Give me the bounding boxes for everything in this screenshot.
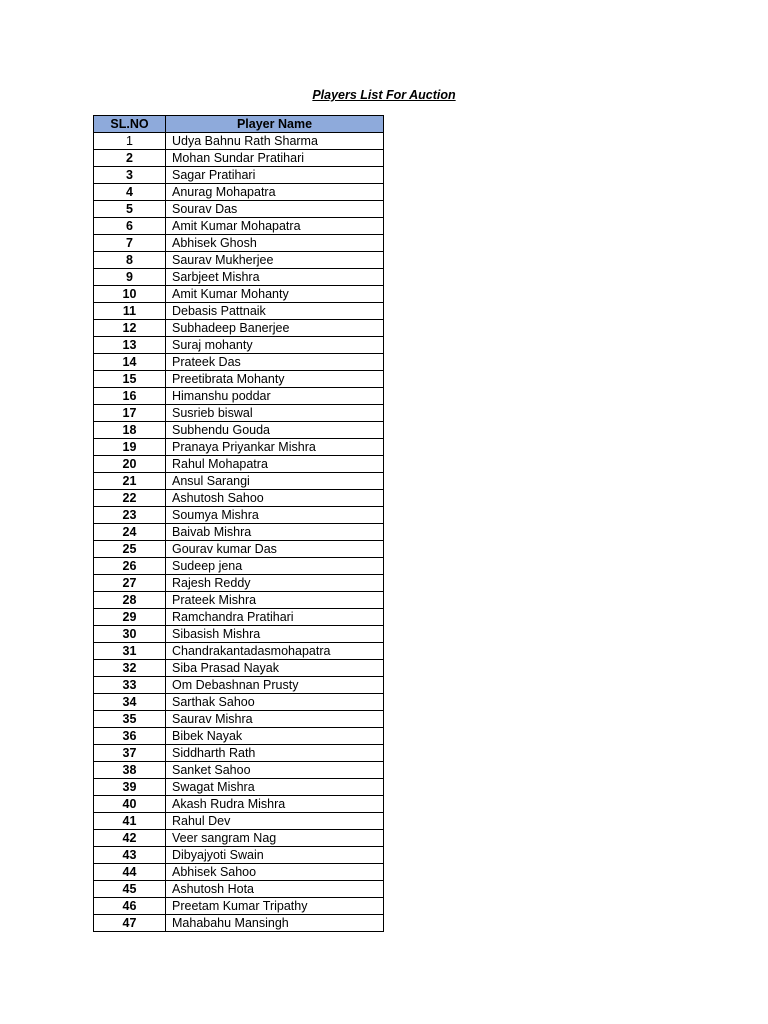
player-name-cell: Rajesh Reddy xyxy=(166,575,384,592)
player-name-cell: Chandrakantadasmohapatra xyxy=(166,643,384,660)
table-row xyxy=(94,388,384,405)
player-name-cell: Amit Kumar Mohanty xyxy=(166,286,384,303)
table-header-row xyxy=(94,116,384,133)
player-name-cell: Sarthak Sahoo xyxy=(166,694,384,711)
sl-no-cell: 7 xyxy=(94,235,166,252)
sl-no-cell: 15 xyxy=(94,371,166,388)
sl-no-cell: 38 xyxy=(94,762,166,779)
sl-no-cell: 26 xyxy=(94,558,166,575)
table-row xyxy=(94,813,384,830)
table-row xyxy=(94,422,384,439)
table-row xyxy=(94,643,384,660)
player-name-cell: Swagat Mishra xyxy=(166,779,384,796)
player-name-cell: Rahul Dev xyxy=(166,813,384,830)
player-name-cell: Sourav Das xyxy=(166,201,384,218)
player-name-cell: Om Debashnan Prusty xyxy=(166,677,384,694)
player-name-cell: Sarbjeet Mishra xyxy=(166,269,384,286)
table-row xyxy=(94,456,384,473)
sl-no-cell: 21 xyxy=(94,473,166,490)
sl-no-cell: 33 xyxy=(94,677,166,694)
sl-no-cell: 32 xyxy=(94,660,166,677)
table-row xyxy=(94,728,384,745)
player-name-cell: Prateek Das xyxy=(166,354,384,371)
table-row xyxy=(94,490,384,507)
sl-no-cell: 43 xyxy=(94,847,166,864)
sl-no-cell: 25 xyxy=(94,541,166,558)
player-name-cell: Amit Kumar Mohapatra xyxy=(166,218,384,235)
sl-no-cell: 16 xyxy=(94,388,166,405)
sl-no-cell: 20 xyxy=(94,456,166,473)
sl-no-cell: 4 xyxy=(94,184,166,201)
player-name-cell: Veer sangram Nag xyxy=(166,830,384,847)
table-row xyxy=(94,830,384,847)
sl-no-cell: 46 xyxy=(94,898,166,915)
sl-no-cell: 36 xyxy=(94,728,166,745)
column-header-player-name: Player Name xyxy=(166,116,384,133)
player-name-cell: Sagar Pratihari xyxy=(166,167,384,184)
player-name-cell: Sudeep jena xyxy=(166,558,384,575)
table-row xyxy=(94,371,384,388)
sl-no-cell: 37 xyxy=(94,745,166,762)
sl-no-cell: 19 xyxy=(94,439,166,456)
player-name-cell: Gourav kumar Das xyxy=(166,541,384,558)
player-name-cell: Soumya Mishra xyxy=(166,507,384,524)
player-name-cell: Preetibrata Mohanty xyxy=(166,371,384,388)
table-row xyxy=(94,711,384,728)
table-row xyxy=(94,881,384,898)
player-name-cell: Ashutosh Sahoo xyxy=(166,490,384,507)
sl-no-cell: 10 xyxy=(94,286,166,303)
sl-no-cell: 12 xyxy=(94,320,166,337)
player-name-cell: Abhisek Ghosh xyxy=(166,235,384,252)
document-title: Players List For Auction xyxy=(312,88,456,102)
player-name-cell: Bibek Nayak xyxy=(166,728,384,745)
table-row xyxy=(94,592,384,609)
sl-no-cell: 27 xyxy=(94,575,166,592)
table-row xyxy=(94,864,384,881)
players-table xyxy=(93,115,384,932)
sl-no-cell: 2 xyxy=(94,150,166,167)
table-row xyxy=(94,694,384,711)
sl-no-cell: 24 xyxy=(94,524,166,541)
sl-no-cell: 29 xyxy=(94,609,166,626)
table-row xyxy=(94,541,384,558)
table-row xyxy=(94,558,384,575)
sl-no-cell: 23 xyxy=(94,507,166,524)
player-name-cell: Mohan Sundar Pratihari xyxy=(166,150,384,167)
table-row xyxy=(94,320,384,337)
table-row xyxy=(94,507,384,524)
player-name-cell: Subhendu Gouda xyxy=(166,422,384,439)
table-row xyxy=(94,133,384,150)
table-row xyxy=(94,677,384,694)
sl-no-cell: 3 xyxy=(94,167,166,184)
sl-no-cell: 47 xyxy=(94,915,166,932)
sl-no-cell: 44 xyxy=(94,864,166,881)
sl-no-cell: 9 xyxy=(94,269,166,286)
sl-no-cell: 1 xyxy=(94,133,166,150)
sl-no-cell: 17 xyxy=(94,405,166,422)
player-name-cell: Akash Rudra Mishra xyxy=(166,796,384,813)
table-row xyxy=(94,167,384,184)
table-row xyxy=(94,796,384,813)
sl-no-cell: 5 xyxy=(94,201,166,218)
sl-no-cell: 39 xyxy=(94,779,166,796)
player-name-cell: Susrieb biswal xyxy=(166,405,384,422)
table-row xyxy=(94,405,384,422)
player-name-cell: Subhadeep Banerjee xyxy=(166,320,384,337)
table-row xyxy=(94,286,384,303)
sl-no-cell: 13 xyxy=(94,337,166,354)
table-row xyxy=(94,269,384,286)
sl-no-cell: 6 xyxy=(94,218,166,235)
table-row xyxy=(94,575,384,592)
player-name-cell: Preetam Kumar Tripathy xyxy=(166,898,384,915)
table-row xyxy=(94,439,384,456)
table-row xyxy=(94,218,384,235)
player-name-cell: Sanket Sahoo xyxy=(166,762,384,779)
table-row xyxy=(94,524,384,541)
sl-no-cell: 40 xyxy=(94,796,166,813)
sl-no-cell: 42 xyxy=(94,830,166,847)
table-row xyxy=(94,898,384,915)
table-row xyxy=(94,150,384,167)
player-name-cell: Anurag Mohapatra xyxy=(166,184,384,201)
table-row xyxy=(94,235,384,252)
table-row xyxy=(94,354,384,371)
player-name-cell: Saurav Mukherjee xyxy=(166,252,384,269)
sl-no-cell: 28 xyxy=(94,592,166,609)
table-row xyxy=(94,660,384,677)
sl-no-cell: 14 xyxy=(94,354,166,371)
player-name-cell: Siba Prasad Nayak xyxy=(166,660,384,677)
table-row xyxy=(94,337,384,354)
player-name-cell: Suraj mohanty xyxy=(166,337,384,354)
sl-no-cell: 35 xyxy=(94,711,166,728)
sl-no-cell: 8 xyxy=(94,252,166,269)
player-name-cell: Ashutosh Hota xyxy=(166,881,384,898)
table-row xyxy=(94,847,384,864)
player-name-cell: Pranaya Priyankar Mishra xyxy=(166,439,384,456)
player-name-cell: Mahabahu Mansingh xyxy=(166,915,384,932)
player-name-cell: Prateek Mishra xyxy=(166,592,384,609)
sl-no-cell: 18 xyxy=(94,422,166,439)
sl-no-cell: 22 xyxy=(94,490,166,507)
player-name-cell: Debasis Pattnaik xyxy=(166,303,384,320)
table-row xyxy=(94,626,384,643)
table-row xyxy=(94,745,384,762)
table-row xyxy=(94,473,384,490)
player-name-cell: Siddharth Rath xyxy=(166,745,384,762)
player-name-cell: Sibasish Mishra xyxy=(166,626,384,643)
table-row xyxy=(94,252,384,269)
player-name-cell: Himanshu poddar xyxy=(166,388,384,405)
player-name-cell: Udya Bahnu Rath Sharma xyxy=(166,133,384,150)
table-row xyxy=(94,779,384,796)
table-row xyxy=(94,762,384,779)
player-name-cell: Ramchandra Pratihari xyxy=(166,609,384,626)
table-row xyxy=(94,915,384,932)
sl-no-cell: 31 xyxy=(94,643,166,660)
table-row xyxy=(94,184,384,201)
player-name-cell: Abhisek Sahoo xyxy=(166,864,384,881)
player-name-cell: Saurav Mishra xyxy=(166,711,384,728)
player-name-cell: Dibyajyoti Swain xyxy=(166,847,384,864)
player-name-cell: Baivab Mishra xyxy=(166,524,384,541)
column-header-sl-no: SL.NO xyxy=(94,116,166,133)
table-row xyxy=(94,201,384,218)
table-row xyxy=(94,303,384,320)
player-name-cell: Ansul Sarangi xyxy=(166,473,384,490)
sl-no-cell: 41 xyxy=(94,813,166,830)
sl-no-cell: 30 xyxy=(94,626,166,643)
sl-no-cell: 45 xyxy=(94,881,166,898)
table-row xyxy=(94,609,384,626)
sl-no-cell: 11 xyxy=(94,303,166,320)
player-name-cell: Rahul Mohapatra xyxy=(166,456,384,473)
sl-no-cell: 34 xyxy=(94,694,166,711)
